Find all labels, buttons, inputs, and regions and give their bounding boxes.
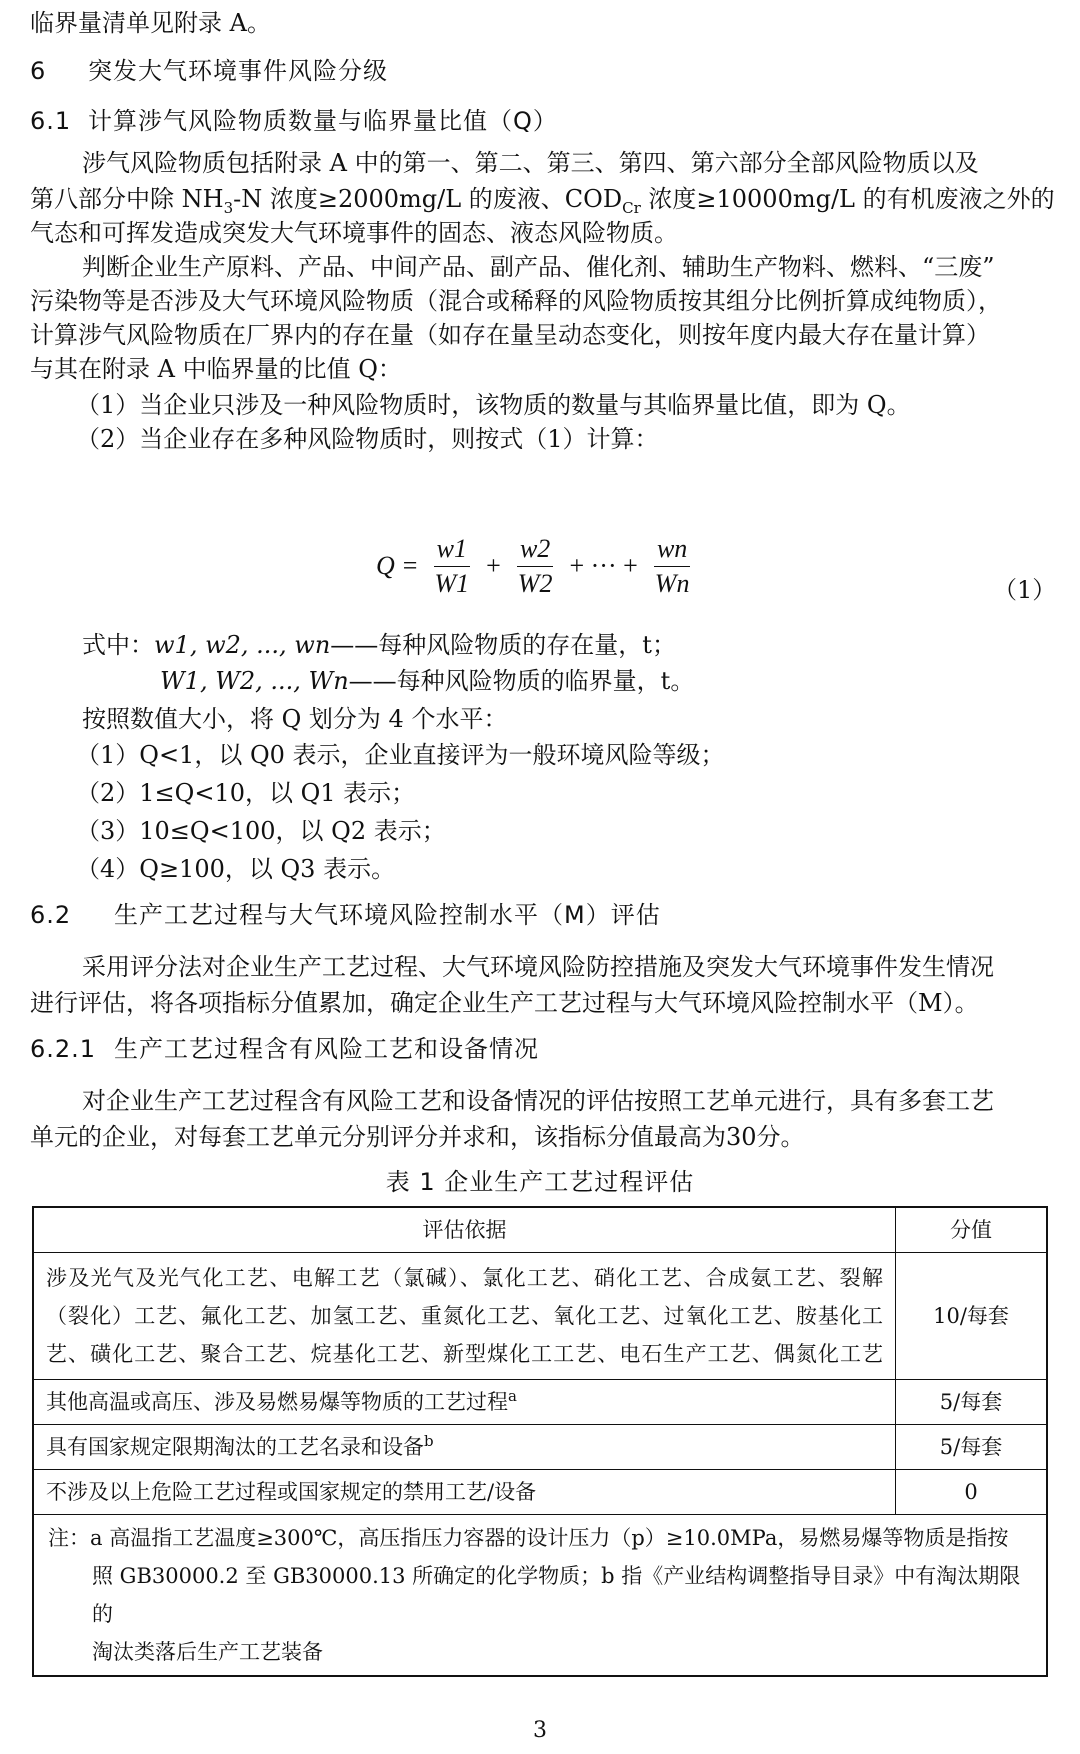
heading-6-title: 突发大气环境事件风险分级: [88, 57, 388, 85]
formula-equals: =: [402, 551, 418, 580]
paragraph-line: 采用评分法对企业生产工艺过程、大气环境风险防控措施及突发大气环境事件发生情况: [82, 953, 994, 981]
cell-line: 涉及光气及光气化工艺、电解工艺（氯碱）、氯化工艺、硝化工艺、合成氨工艺、裂解: [46, 1266, 883, 1290]
text-run: ——每种风险物质的临界量，t。: [348, 667, 695, 695]
heading-6: [30, 52, 388, 90]
table-row: [33, 1380, 1047, 1425]
paragraph-line: 涉气风险物质包括附录 A 中的第一、第二、第三、第四、第六部分全部风险物质以及: [82, 149, 979, 177]
paragraph-line: 单元的企业，对每套工艺单元分别评分并求和，该指标分值最高为30分。: [30, 1123, 805, 1151]
paragraph-line: 与其在附录 A 中临界量的比值 Q：: [30, 355, 402, 383]
table-row: [33, 1253, 1047, 1380]
case-1: （1）当企业只涉及一种风险物质时，该物质的数量与其临界量比值，即为 Q。: [76, 391, 911, 419]
heading-6-1-title: 计算涉气风险物质数量与临界量比值（Q）: [88, 107, 558, 135]
evaluation-table: [32, 1206, 1048, 1677]
text-run: 浓度≥10000mg/L 的有机废液之外的: [640, 185, 1055, 213]
cell-text: 其他高温或高压、涉及易燃易爆等物质的工艺过程: [46, 1390, 508, 1414]
variable-list: W1, W2, ..., Wn: [160, 667, 349, 695]
note-line: 照 GB30000.2 至 GB30000.13 所确定的化学物质；b 指《产业结构调整指导目录》中有淘汰期限的: [92, 1564, 1021, 1626]
paragraph-line: 判断企业生产原料、产品、中间产品、副产品、催化剂、辅助生产物料、燃料、“三废”: [82, 253, 995, 281]
levels-intro: 按照数值大小，将 Q 划分为 4 个水平：: [82, 705, 508, 733]
table-row: [33, 1470, 1047, 1515]
paragraph-line: [30, 180, 1055, 218]
heading-6-2-number: 6.2: [30, 901, 72, 929]
row-basis: [33, 1380, 896, 1425]
row-basis: [33, 1253, 896, 1380]
heading-6-2-1-title: 生产工艺过程含有风险工艺和设备情况: [114, 1035, 539, 1063]
note-line: 淘汰类落后生产工艺装备: [92, 1640, 323, 1664]
denominator: W1: [434, 568, 470, 598]
subscript: 3: [223, 198, 234, 217]
heading-6-1: [30, 102, 558, 140]
note-line: 注：a 高温指工艺温度≥300℃，高压指压力容器的设计压力（p）≥10.0MPa，易燃易爆等物质是指按: [48, 1526, 1009, 1550]
row-basis: [33, 1425, 896, 1470]
table-header-row: [33, 1207, 1047, 1253]
heading-6-2: [30, 896, 661, 934]
formula-lhs: Q: [376, 551, 395, 580]
subscript: Cr: [622, 198, 641, 217]
level-q2: （3）10≤Q<100，以 Q2 表示；: [76, 817, 446, 845]
text-run: 式中：: [82, 631, 154, 659]
table-caption: 表 1 企业生产工艺过程评估: [385, 1168, 695, 1196]
text-run: ——每种风险物质的存在量，t；: [330, 631, 676, 659]
level-q1: （2）1≤Q<10，以 Q1 表示；: [76, 779, 416, 807]
where-line-1: [82, 626, 676, 664]
heading-6-number: 6: [30, 57, 47, 85]
text-run: -N 浓度≥2000mg/L 的废液、COD: [233, 185, 623, 213]
cell-line: 艺、磺化工艺、聚合工艺、烷基化工艺、新型煤化工工艺、电石生产工艺、偶氮化工艺: [46, 1342, 883, 1366]
numerator: w2: [517, 534, 553, 567]
heading-6-2-1: [30, 1030, 539, 1068]
header-score: 分值: [896, 1207, 1048, 1253]
denominator: W2: [517, 568, 553, 598]
paragraph-line: 气态和可挥发造成突发大气环境事件的固态、液态风险物质。: [30, 219, 678, 247]
case-2: （2）当企业存在多种风险物质时，则按式（1）计算：: [76, 425, 659, 453]
row-score: 0: [896, 1470, 1048, 1515]
row-basis: 不涉及以上危险工艺过程或国家规定的禁用工艺/设备: [33, 1470, 896, 1515]
row-score: 5/每套: [896, 1425, 1048, 1470]
heading-6-2-title: 生产工艺过程与大气环境风险控制水平（M）评估: [114, 901, 661, 929]
paragraph-line: 进行评估，将各项指标分值累加，确定企业生产工艺过程与大气环境风险控制水平（M）。: [30, 989, 979, 1017]
cell-line: （裂化）工艺、氟化工艺、加氢工艺、重氮化工艺、氧化工艺、过氧化工艺、胺基化工: [46, 1304, 883, 1328]
paragraph-line: 污染物等是否涉及大气环境风险物质（混合或稀释的风险物质按其组分比例折算成纯物质），: [30, 287, 1002, 315]
intro-line: 临界量清单见附录 A。: [30, 9, 271, 37]
cell-text: 具有国家规定限期淘汰的工艺名录和设备: [46, 1435, 424, 1459]
paragraph-line: 计算涉气风险物质在厂界内的存在量（如存在量呈动态变化，则按年度内最大存在量计算）: [30, 321, 990, 349]
level-q3: （4）Q≥100，以 Q3 表示。: [76, 855, 396, 883]
formula-ellipsis: + ··· +: [569, 551, 638, 580]
formula-1: [376, 524, 698, 608]
denominator: Wn: [654, 568, 690, 598]
fraction-2: [515, 534, 556, 599]
text-run: 第八部分中除 NH: [30, 185, 224, 213]
heading-6-2-1-number: 6.2.1: [30, 1035, 97, 1063]
footnote-mark: a: [508, 1387, 517, 1405]
variable-list: w1, w2, ..., wn: [154, 631, 331, 659]
fraction-n: [652, 534, 693, 599]
equation-number: （1）: [993, 576, 1057, 604]
formula-plus: +: [486, 551, 501, 580]
where-line-2: [160, 662, 694, 700]
table-note: [33, 1515, 1047, 1677]
numerator: w1: [434, 534, 470, 567]
row-score: 5/每套: [896, 1380, 1048, 1425]
table-row: [33, 1425, 1047, 1470]
row-score: 10/每套: [896, 1253, 1048, 1380]
numerator: wn: [654, 534, 690, 567]
level-q0: （1）Q<1，以 Q0 表示，企业直接评为一般环境风险等级；: [76, 741, 725, 769]
header-basis: 评估依据: [33, 1207, 896, 1253]
footnote-mark: b: [424, 1432, 434, 1450]
fraction-1: [431, 534, 472, 599]
heading-6-1-number: 6.1: [30, 107, 72, 135]
table-note-row: [33, 1515, 1047, 1677]
paragraph-line: 对企业生产工艺过程含有风险工艺和设备情况的评估按照工艺单元进行，具有多套工艺: [82, 1087, 994, 1115]
page-number: 3: [533, 1718, 547, 1743]
